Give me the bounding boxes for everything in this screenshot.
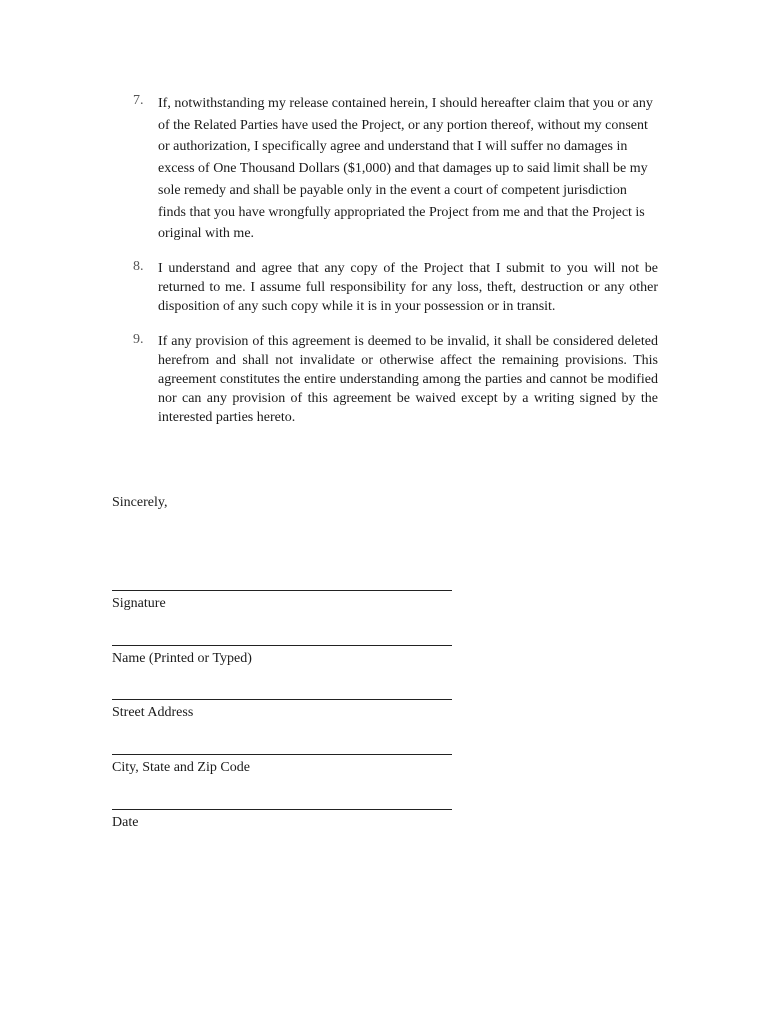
street-address-label: Street Address [112, 705, 194, 720]
clause-number: 8. [133, 259, 144, 274]
signature-label: Signature [112, 596, 166, 611]
clause-number: 9. [133, 332, 144, 347]
clause-text: If any provision of this agreement is deemed to be invalid, it shall be considered deleted herefrom and shall not invalidate or otherwise affect the remaining provisions. This agreement constitutes the entire understanding among the parties and cannot be modified nor can any provision of this agreement be waived except by a writing signed by the interested parties hereto. [158, 334, 658, 425]
name-label: Name (Printed or Typed) [112, 651, 252, 666]
clause-text: I understand and agree that any copy of the Project that I submit to you will not be returned to me. I assume full responsibility for any loss, theft, destruction or any other disposition of any such copy while it is in your possession or in transit. [158, 261, 658, 314]
signature-line[interactable] [112, 590, 452, 591]
closing-salutation: Sincerely, [112, 495, 168, 510]
date-label: Date [112, 815, 139, 830]
name-field[interactable] [112, 645, 452, 667]
signature-field[interactable] [112, 590, 452, 612]
city-state-zip-line[interactable] [112, 754, 452, 755]
date-field[interactable] [112, 809, 452, 831]
name-line[interactable] [112, 645, 452, 646]
city-state-zip-field[interactable] [112, 754, 452, 776]
street-address-field[interactable] [112, 699, 452, 721]
clause-text: If, notwithstanding my release contained herein, I should hereafter claim that you or any of the Related Parties have used the Project, or any portion thereof, without my consent or authorization, I specifically agree and understand that I will suffer no damages in excess of One Thousand Dollars ($1,000) and that damages up to said limit shall be my sole remedy and shall be payable only in the event a court of competent jurisdiction finds that you have wrongfully appropriated the Project from me and that the Project is original with me. [158, 96, 653, 242]
date-line[interactable] [112, 809, 452, 810]
city-state-zip-label: City, State and Zip Code [112, 760, 250, 775]
street-address-line[interactable] [112, 699, 452, 700]
clause-number: 7. [133, 93, 144, 108]
